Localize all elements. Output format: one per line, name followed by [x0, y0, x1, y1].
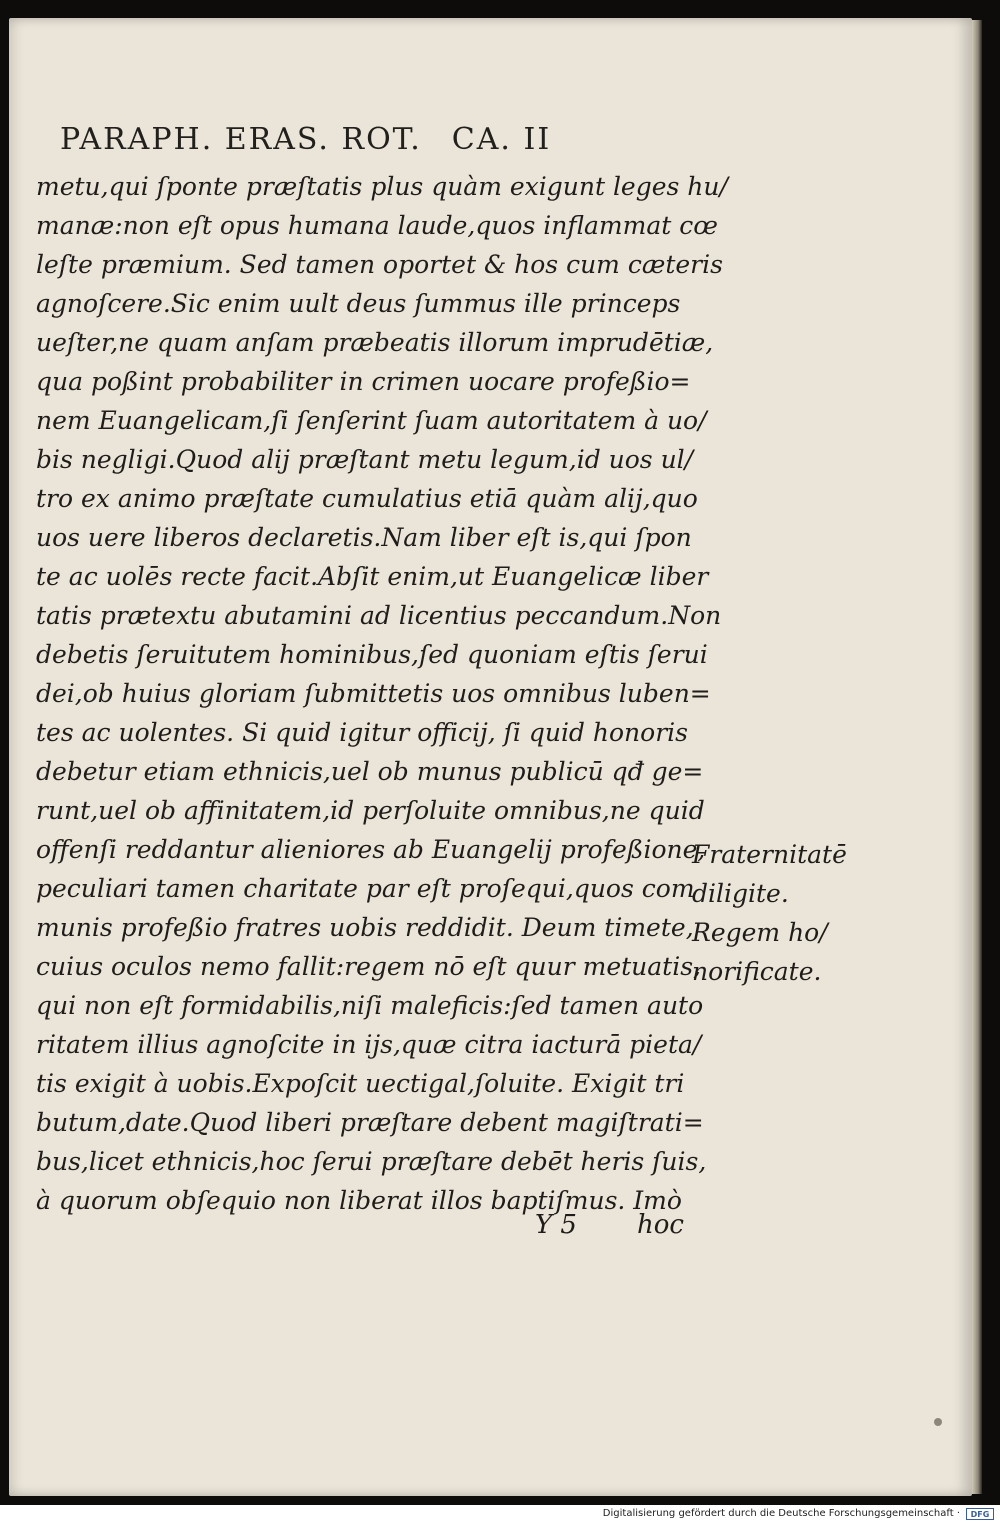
footer-credit: Digitalisierung gefördert durch die Deutsche Forschungsgemeinschaft ·	[602, 1508, 960, 1519]
running-head	[60, 122, 551, 157]
text-line: offenſi reddantur alieniores ab Euangelij profeßione,	[36, 835, 706, 864]
signature-mark: Y 5	[535, 1210, 577, 1240]
text-line: cuius oculos nemo fallit:regem nō eſt quur metuatis,	[36, 952, 701, 981]
running-head-chapter: CA. II	[451, 122, 552, 157]
text-line: ritatem illius agnoſcite in ijs,quæ citra iacturā pieta/	[36, 1030, 702, 1059]
marginal-note: Regem ho/	[692, 918, 828, 947]
footer-bar	[0, 1505, 1000, 1524]
text-line: manæ:non eſt opus humana laude,quos inflammat cœ	[36, 211, 718, 240]
text-line: bus,licet ethnicis,hoc ſerui præſtare debēt heris ſuis,	[36, 1147, 707, 1176]
text-line: runt,uel ob affinitatem,id perſoluite omnibus,ne quid	[36, 796, 705, 825]
text-line: peculiari tamen charitate par eſt proſequi,quos com	[36, 874, 695, 903]
marginal-note: norificate.	[692, 957, 822, 986]
text-line: uos uere liberos declaretis.Nam liber eſt is,qui ſpon	[36, 523, 692, 552]
text-line: debetur etiam ethnicis,uel ob munus publicū qđ ge=	[36, 757, 704, 786]
text-line: butum,date.Quod liberi præſtare debent magiſtrati=	[36, 1108, 704, 1137]
catchword: hoc	[637, 1210, 684, 1240]
text-line: qui non eſt formidabilis,niſi maleficis:ſed tamen auto	[36, 991, 704, 1020]
text-line: nem Euangelicam,ſi ſenſerint ſuam autoritatem à uo/	[36, 406, 707, 435]
marginal-note: Fraternitatē	[692, 840, 847, 869]
text-line: dei,ob huius gloriam ſubmittetis uos omnibus luben=	[36, 679, 711, 708]
text-line: agnoſcere.Sic enim uult deus ſummus ille princeps	[36, 289, 681, 318]
text-line: munis profeßio fratres uobis reddidit. Deum timete,	[36, 913, 694, 942]
text-line: bis negligi.Quod alij præſtant metu legum,id uos ul/	[36, 445, 694, 474]
page-fore-edge	[972, 20, 982, 1494]
text-line: leſte præmium. Sed tamen oportet & hos cum cæteris	[36, 250, 723, 279]
marginal-note: diligite.	[692, 879, 789, 908]
text-line: debetis ſeruitutem hominibus,ſed quoniam eſtis ſerui	[36, 640, 708, 669]
text-line: tes ac uolentes. Si quid igitur officij, ſi quid honoris	[36, 718, 688, 747]
text-line: qua poßint probabiliter in crimen uocare profeßio=	[36, 367, 691, 396]
text-line: ueſter,ne quam anſam præbeatis illorum imprudētiæ,	[36, 328, 714, 357]
text-line: tis exigit à uobis.Expoſcit uectigal,ſoluite. Exigit tri	[36, 1069, 685, 1098]
text-line: tro ex animo præſtate cumulatius etiā quàm alij,quo	[36, 484, 698, 513]
text-line: tatis prætextu abutamini ad licentius peccandum.Non	[36, 601, 722, 630]
corner-dot	[934, 1418, 942, 1426]
book-page	[9, 18, 972, 1496]
text-line: te ac uolēs recte facit.Abſit enim,ut Euangelicæ liber	[36, 562, 709, 591]
text-line: metu,qui ſponte præſtatis plus quàm exigunt leges hu/	[36, 172, 728, 201]
running-head-title: PARAPH. ERAS. ROT.	[60, 122, 422, 157]
dfg-logo-icon: DFG	[966, 1508, 994, 1520]
text-line: à quorum obſequio non liberat illos baptiſmus. Imò	[36, 1186, 682, 1215]
